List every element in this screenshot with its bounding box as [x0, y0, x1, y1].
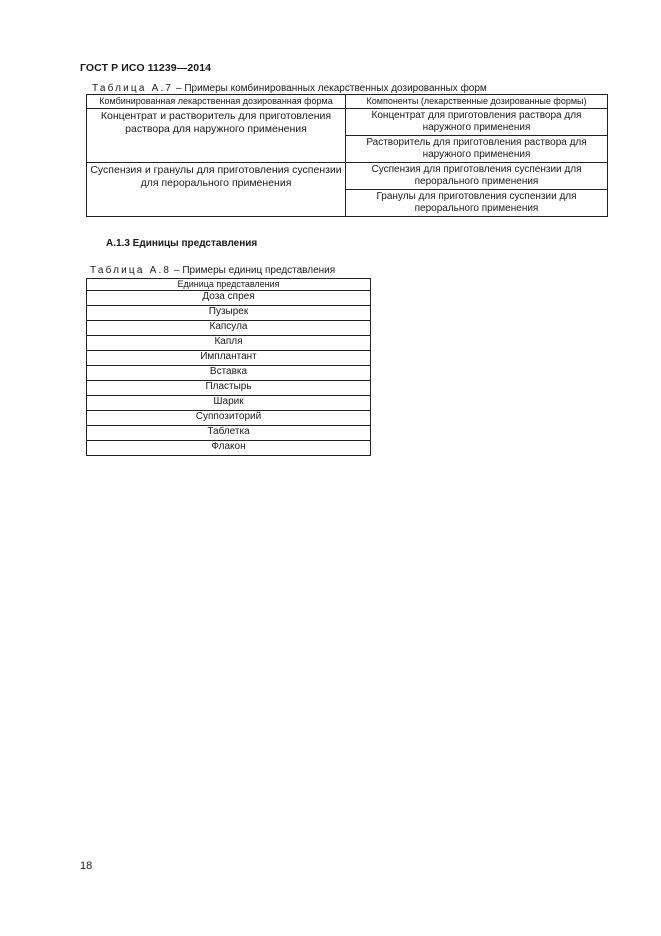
table-a7 [86, 94, 608, 217]
table-row [87, 351, 371, 366]
document-title: ГОСТ Р ИСО 11239—2014 [80, 62, 212, 74]
table-row [87, 381, 371, 396]
col-header-combined: Комбинированная лекарственная дозированная форма [87, 95, 346, 109]
unit-cell: Доза спрея [87, 291, 371, 306]
unit-cell: Суппозиторий [87, 411, 371, 426]
table-a7-caption-text: – Примеры комбинированных лекарственных дозированных форм [173, 83, 487, 94]
table-row [87, 366, 371, 381]
component-cell: Гранулы для приготовления суспензии для перорального применения [346, 190, 608, 217]
unit-cell: Имплантант [87, 351, 371, 366]
table-row [87, 306, 371, 321]
table-row [87, 441, 371, 456]
table-a8-caption [90, 265, 335, 276]
component-cell: Суспензия для приготовления суспензии для перорального применения [346, 163, 608, 190]
table-a7-caption [92, 83, 487, 94]
table-row [87, 291, 371, 306]
combined-form-cell: Концентрат и растворитель для приготовления раствора для наружного применения [87, 109, 346, 163]
table-row [87, 411, 371, 426]
table-a8-caption-label: Таблица А.8 [90, 265, 172, 276]
page-number: 18 [80, 860, 93, 872]
component-cell: Растворитель для приготовления раствора для наружного применения [346, 136, 608, 163]
table-row [87, 109, 608, 136]
col-header-unit: Единица представления [87, 279, 371, 291]
table-a7-caption-label: Таблица А.7 [92, 83, 174, 94]
table-row [87, 336, 371, 351]
section-heading: А.1.3 Единицы представления [106, 238, 258, 249]
unit-cell: Таблетка [87, 426, 371, 441]
unit-cell: Вставка [87, 366, 371, 381]
table-header-row [87, 279, 371, 291]
table-a8 [86, 278, 371, 456]
unit-cell: Капсула [87, 321, 371, 336]
unit-cell: Флакон [87, 441, 371, 456]
combined-form-cell: Суспензия и гранулы для приготовления суспензии для перорального применения [87, 163, 346, 217]
unit-cell: Капля [87, 336, 371, 351]
unit-cell: Пузырек [87, 306, 371, 321]
unit-cell: Пластырь [87, 381, 371, 396]
table-row [87, 426, 371, 441]
table-header-row [87, 95, 608, 109]
table-a8-caption-text: – Примеры единиц представления [171, 265, 336, 276]
table-row [87, 396, 371, 411]
unit-cell: Шарик [87, 396, 371, 411]
table-row [87, 163, 608, 190]
col-header-components: Компоненты (лекарственные дозированные формы) [346, 95, 608, 109]
table-row [87, 321, 371, 336]
component-cell: Концентрат для приготовления раствора для наружного применения [346, 109, 608, 136]
